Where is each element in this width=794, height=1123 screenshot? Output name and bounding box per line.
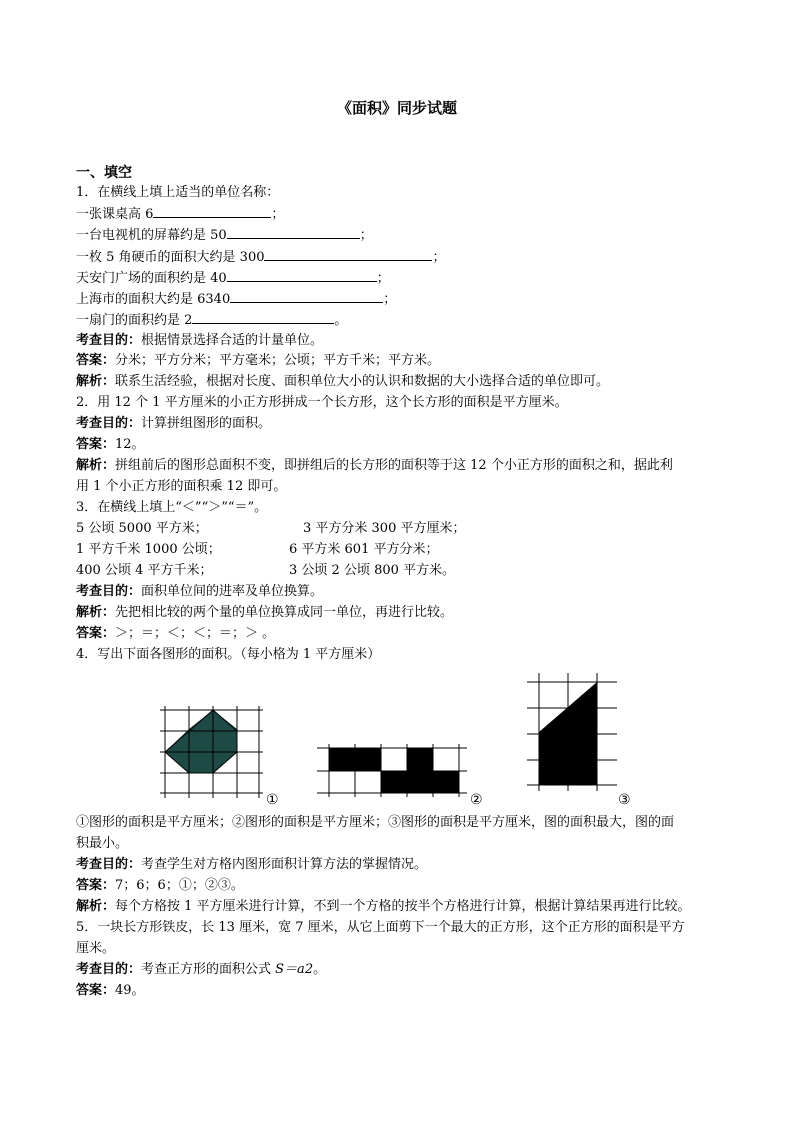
q1-item-4: 天安门广场的面积约是 40 ； [76,271,390,286]
figure-1-shape [165,710,237,773]
q3-item-3: 1 平方千米 1000 公顷； [76,542,221,557]
section-heading: 一、填空 [76,165,132,181]
figure-1 [160,706,279,808]
q4-analysis: 解析：每个方格按 1 平方厘米进行计算，不到一个方格的按半个方格进行计算，根据计算结果再进行比较。 [76,899,691,914]
q1-purpose: 考查目的：根据情景选择合适的计量单位。 [76,333,324,348]
area-formula: S＝a2 [275,962,314,977]
q4-purpose: 考查目的：考查学生对方格内图形面积计算方法的掌握情况。 [76,857,428,872]
figure-1-label: ① [266,792,279,808]
q4-text-cont: 积最小。 [76,836,129,851]
q4-stem: 4．写出下面各图形的面积。（每小格为 1 平方厘米） [76,647,381,662]
q5-stem: 5．一块长方形铁皮，长 13 厘米，宽 7 厘米，从它上面剪下一个最大的正方形，这个正方形的面积是平方 [76,920,685,935]
q2-analysis: 解析：拼组前后的图形总面积不变，即拼组后的长方形的面积等于这 12 个小正方形的面积之和，据此利 [76,458,673,473]
figure-2 [317,744,483,808]
q3-item-5: 400 公顷 4 平方千米； [76,563,213,578]
figure-2-label: ② [470,792,483,808]
q1-item-6: 一扇门的面积约是 2 。 [76,313,348,328]
q3-item-1: 5 公顷 5000 平方米； [76,521,208,536]
q1-item-2: 一台电视机的屏幕约是 50 ； [76,228,373,243]
q1-item-1: 一张课桌高 6 ； [76,207,285,222]
q5-purpose: 考查目的：考查正方形的面积公式 S＝a2。 [76,962,327,977]
document-title: 《面积》同步试题 [336,99,457,117]
q1-item-5: 上海市的面积大约是 6340 ； [76,292,397,307]
q3-purpose: 考查目的：面积单位间的进率及单位换算。 [76,584,324,599]
q1-analysis: 解析：联系生活经验，根据对长度、面积单位大小的认识和数据的大小选择合适的单位即可。 [76,374,610,389]
q1-item-3: 一枚 5 角硬币的面积大约是 300 ； [76,250,446,265]
q3-analysis: 解析：先把相比较的两个量的单位换算成同一单位，再进行比较。 [76,605,454,620]
q5-answer: 答案：49。 [76,983,145,998]
q2-purpose: 考查目的：计算拼组图形的面积。 [76,416,272,431]
q2-answer: 答案：12。 [76,437,145,452]
figure-3-label: ③ [618,792,631,808]
q5-stem-cont: 厘米。 [76,941,116,956]
q1-answer: 答案：分米；平方分米；平方毫米；公顷；平方千米；平方米。 [76,353,441,368]
q3-answer: 答案：＞；＝；＜；＜；＝；＞ 。 [76,626,276,641]
q3-stem: 3．在横线上填上“＜”“＞”“＝”。 [76,500,268,515]
q2-stem: 2．用 12 个 1 平方厘米的小正方形拼成一个长方形，这个长方形的面积是平方厘米。 [76,395,568,410]
q4-answer: 答案：7；6；6；①；②③。 [76,878,244,893]
q4-text: ①图形的面积是平方厘米；②图形的面积是平方厘米；③图形的面积是平方厘米，图的面积最大，图的面 [76,815,675,830]
figure-3 [527,673,631,808]
q1-stem: 1．在横线上填上适当的单位名称： [76,185,280,200]
q3-item-4: 6 平方米 601 平方分米； [289,542,439,557]
q2-analysis-cont: 用 1 个小正方形的面积乘 12 即可。 [76,479,287,494]
q3-item-6: 3 公顷 2 公顷 800 平方米。 [289,563,456,578]
q3-item-2: 3 平方分米 300 平方厘米； [303,521,466,536]
